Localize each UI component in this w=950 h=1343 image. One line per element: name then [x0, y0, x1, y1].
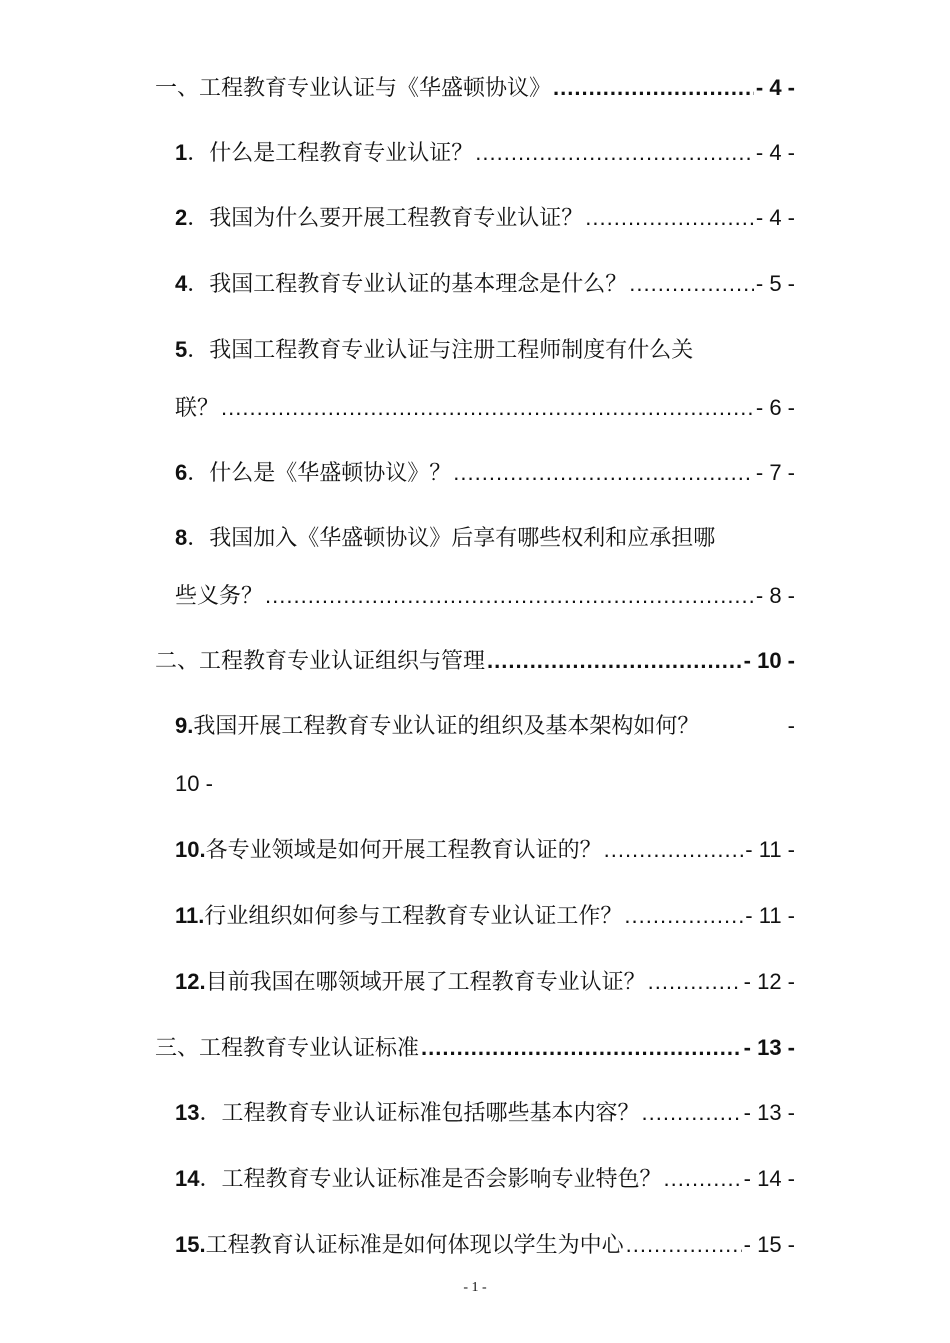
toc-entry-8[interactable] [175, 518, 795, 558]
toc-entry-number: 13 [175, 1100, 200, 1125]
toc-leader [553, 68, 754, 108]
page-footer-number: - 1 - [463, 1280, 487, 1295]
toc-leader [604, 830, 744, 870]
toc-page-number: - 14 - [743, 1166, 795, 1191]
toc-entry-number: 15. [175, 1232, 206, 1257]
toc-leader [629, 264, 754, 304]
toc-page-number: - 7 - [755, 460, 795, 485]
toc-entry-title: 我国开展工程教育专业认证的组织及基本架构如何？ [193, 714, 700, 739]
toc-section-title: 三、工程教育专业认证标准 [155, 1036, 420, 1061]
toc-entry-title: ．工程教育专业认证标准包括哪些基本内容？ [199, 1101, 640, 1126]
toc-leader [626, 1225, 742, 1265]
toc-leader [487, 641, 742, 681]
toc-entry-5-continued[interactable] [175, 388, 795, 428]
toc-entry-number: 5 [175, 337, 188, 362]
toc-entry-number: 10. [175, 837, 206, 862]
toc-entry-title: ．我国工程教育专业认证的基本理念是什么？ [187, 272, 628, 297]
toc-entry-title-cont: 些义务？ [175, 584, 264, 609]
toc-page-number: - 4 - [755, 140, 795, 165]
toc-entry-number: 6 [175, 460, 188, 485]
toc-entry-number: 12. [175, 969, 206, 994]
toc-entry-title: 目前我国在哪领域开展了工程教育专业认证？ [205, 970, 646, 995]
toc-page-number: - 11 - [745, 837, 795, 862]
toc-leader [664, 1159, 742, 1199]
toc-entry-4[interactable] [175, 264, 795, 304]
toc-entry-title: ．工程教育专业认证标准是否会影响专业特色？ [199, 1167, 662, 1192]
toc-section-1[interactable] [155, 68, 795, 108]
toc-entry-number: 14 [175, 1166, 200, 1191]
toc-entry-title: ．我国为什么要开展工程教育专业认证？ [187, 206, 584, 231]
toc-leader [453, 453, 754, 493]
toc-entry-title: ．什么是《华盛顿协议》？ [187, 461, 452, 486]
toc-page-number: - 4 - [755, 205, 795, 230]
toc-leader [585, 198, 754, 238]
toc-entry-2[interactable] [175, 198, 795, 238]
toc-entry-1[interactable] [175, 133, 795, 173]
toc-leader [421, 1028, 742, 1068]
toc-entry-15[interactable] [175, 1225, 795, 1265]
toc-page-number: - 4 - [755, 75, 795, 100]
toc-section-3[interactable] [155, 1028, 795, 1068]
toc-entry-number: 2 [175, 205, 188, 230]
toc-entry-title-cont: 联？ [175, 396, 220, 421]
toc-leader [624, 896, 743, 936]
toc-section-title: 一、工程教育专业认证与《华盛顿协议》 [155, 76, 552, 101]
toc-leader [475, 133, 754, 173]
toc-entry-5[interactable] [175, 330, 795, 370]
toc-page-number: - 13 - [743, 1035, 795, 1060]
toc-entry-title: 各专业领域是如何开展工程教育认证的？ [205, 838, 602, 863]
toc-leader [648, 962, 742, 1002]
toc-leader [265, 576, 754, 616]
toc-leader [221, 388, 754, 428]
toc-entry-12[interactable] [175, 962, 795, 1002]
toc-page-number-part: - [787, 713, 795, 738]
toc-entry-9-continued[interactable] [175, 764, 795, 804]
toc-leader [642, 1093, 742, 1133]
toc-entry-number: 11. [175, 903, 205, 928]
toc-page-number: - 15 - [743, 1232, 795, 1257]
toc-entry-13[interactable] [175, 1093, 795, 1133]
toc-page-number: - 12 - [743, 969, 795, 994]
toc-page-number: - 8 - [755, 583, 795, 608]
toc-entry-title: ．我国加入《华盛顿协议》后享有哪些权利和应承担哪 [187, 526, 716, 551]
toc-entry-title: 工程教育认证标准是如何体现以学生为中心 [205, 1233, 624, 1258]
toc-entry-11[interactable] [175, 896, 795, 936]
toc-page-number: 10 - [175, 771, 213, 796]
toc-page-number: - 11 - [745, 903, 795, 928]
toc-entry-9[interactable] [175, 706, 795, 746]
toc-entry-number: 1 [175, 140, 188, 165]
toc-page-number: - 10 - [743, 648, 795, 673]
toc-section-title: 二、工程教育专业认证组织与管理 [155, 649, 486, 674]
toc-entry-title: ．什么是工程教育专业认证？ [187, 141, 474, 166]
toc-entry-title: 行业组织如何参与工程教育专业认证工作？ [204, 904, 623, 929]
toc-section-2[interactable] [155, 641, 795, 681]
toc-entry-10[interactable] [175, 830, 795, 870]
toc-entry-6[interactable] [175, 453, 795, 493]
toc-entry-title: ．我国工程教育专业认证与注册工程师制度有什么关 [187, 338, 694, 363]
toc-entry-8-continued[interactable] [175, 576, 795, 616]
toc-entry-number: 9. [175, 713, 194, 738]
toc-entry-number: 8 [175, 525, 188, 550]
toc-page-number: - 13 - [743, 1100, 795, 1125]
toc-page-number: - 5 - [755, 271, 795, 296]
toc-entry-number: 4 [175, 271, 188, 296]
toc-entry-14[interactable] [175, 1159, 795, 1199]
toc-page-number: - 6 - [755, 395, 795, 420]
